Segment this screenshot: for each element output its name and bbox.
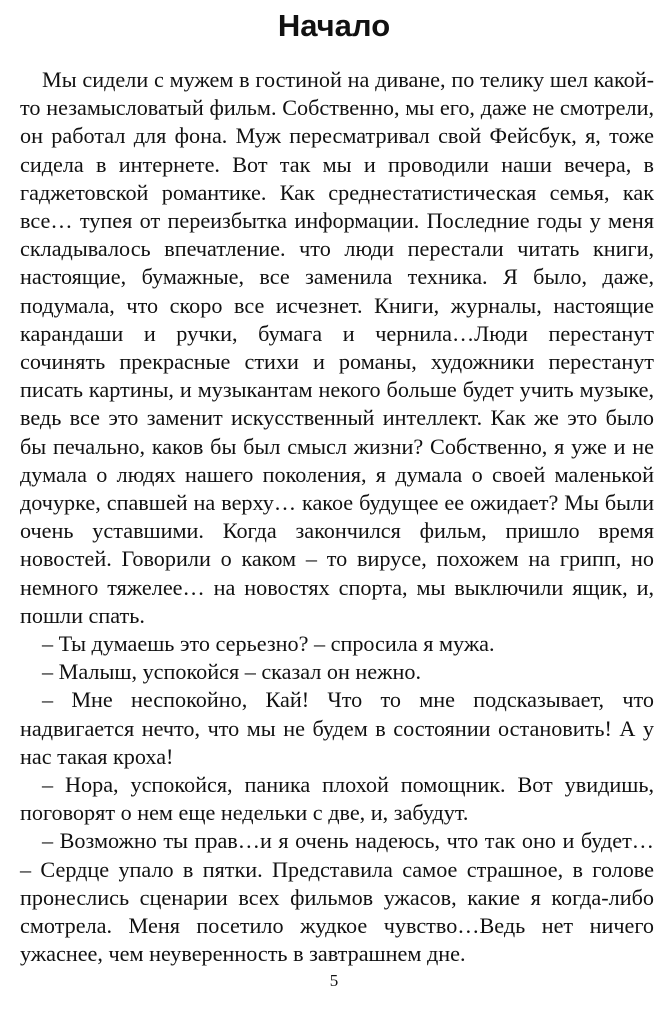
paragraph: – Мне неспокойно, Кай! Что то мне подсказывает, что надвигается нечто, что мы не будем в состоянии остановить! А у нас такая кроха! <box>20 687 654 769</box>
paragraph: – Малыш, успокойся – сказал он нежно. <box>42 659 421 685</box>
paragraph: – Возможно ты прав…и я очень надеюсь, что так оно и будет… – Сердце упало в пятки. Представила самое страшное, в голове пронеслись сценарии всех фильмов ужасов, какие я когда-либо смотрела. Меня посетило жудкое чувство…Ведь нет ничего ужаснее, чем неуверенность в завтрашнем дне. <box>20 828 654 967</box>
paragraph: – Ты думаешь это серьезно? – спросила я мужа. <box>42 631 495 657</box>
page-number: 5 <box>329 971 339 990</box>
chapter-body <box>20 66 654 969</box>
paragraph: – Нора, успокойся, паника плохой помощник. Вот увидишь, поговорят о нем еще недельки с две, и, забудут. <box>20 772 654 826</box>
paragraph: Мы сидели с мужем в гостиной на диване, по телику шел какой-то незамысловатый фильм. Собственно, мы его, даже не смотрели, он работал для фона. Муж пересматривал свой Фейсбук, я, тоже сидела в интернете. Вот так мы и проводили наши вечера, в гаджетовской романтике. Как среднестатистическая семья, как все… тупея от переизбытка информации. Последние годы у меня складывалось впечатление. что люди перестали читать книги, настоящие, бумажные, все заменила техника. Я было, даже, подумала, что скоро все исчезнет. Книги, журналы, настоящие карандаши и ручки, бумага и чернила…Люди перестанут сочинять прекрасные стихи и романы, художники перестанут писать картины, и музыкантам некого больше будет учить музыке, ведь все это заменит искусственный интеллект. Как же это было бы печально, каков бы был смысл жизни? Собственно, я уже и не думала о людях нашего поколения, я думала о своей маленькой дочурке, спавшей на верху… какое будущее ее ожидает? Мы были очень уставшими. Когда закончился фильм, пришло время новостей. Говорили о каком – то вирусе, похожем на грипп, но немного тяжелее… на новостях спорта, мы выключили ящик, и, пошли спать. <box>20 67 654 628</box>
chapter-title: Начало <box>277 8 391 43</box>
